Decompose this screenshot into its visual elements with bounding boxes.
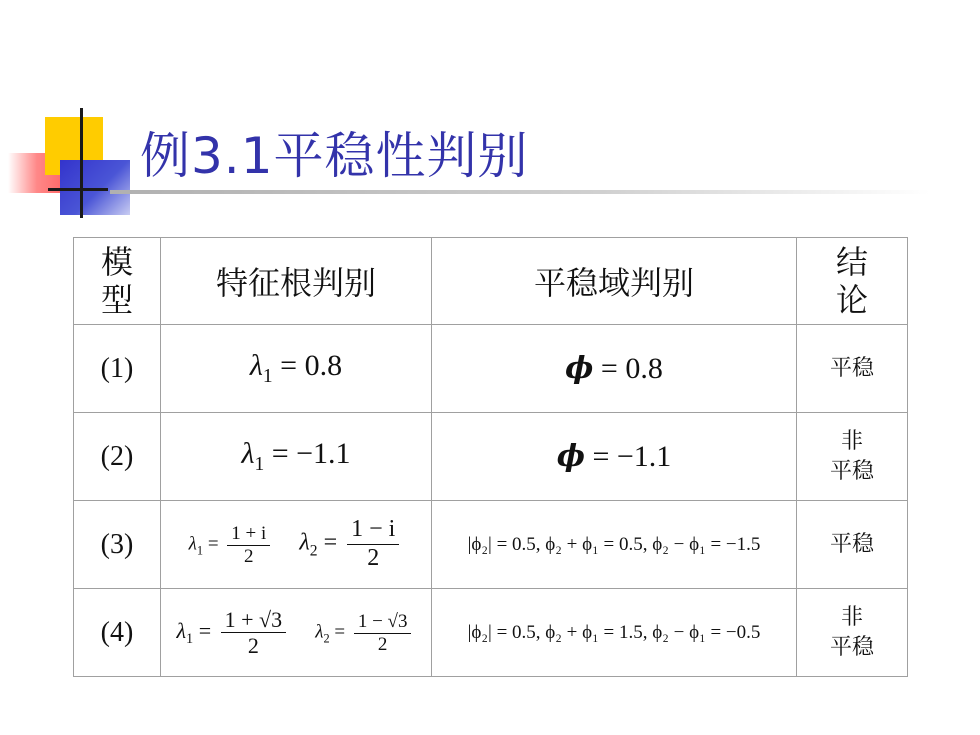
header-domain: 平稳域判别: [432, 238, 797, 325]
lambda-subscript: 2: [309, 542, 318, 560]
lambda-symbol: λ: [241, 437, 255, 470]
model-cell: (3): [74, 501, 161, 589]
domain-conditions: |ϕ₂| = 0.5, ϕ₂ + ϕ₁ = 0.5, ϕ₂ − ϕ₁ = −1.5: [467, 533, 761, 555]
domain-conditions: |ϕ₂| = 0.5, ϕ₂ + ϕ₁ = 1.5, ϕ₂ − ϕ₁ = −0.5: [467, 621, 761, 643]
domain-value: = 0.8: [593, 352, 663, 385]
stationarity-table: [73, 237, 908, 677]
fraction-denominator: 2: [367, 545, 380, 571]
lambda-subscript: 1: [196, 543, 204, 558]
model-cell: (2): [74, 413, 161, 501]
equals-sign: =: [317, 530, 344, 557]
conclusion-text-line1: 非: [840, 604, 863, 630]
decor-vertical-line: [80, 108, 83, 218]
equals-sign: =: [203, 534, 224, 556]
header-conclusion: [797, 238, 908, 325]
fraction-denominator: 2: [377, 633, 388, 655]
fraction-denominator: 2: [244, 546, 254, 568]
header-concl-line2: 论: [835, 281, 868, 319]
phi-symbol: ϕ: [565, 351, 594, 386]
lambda-subscript: 2: [323, 631, 330, 646]
conclusion-cell: [797, 325, 908, 413]
lambda-subscript: 1: [262, 366, 273, 387]
domain-cell: [432, 413, 797, 501]
lambda1-expression: [177, 607, 291, 659]
lambda-symbol: λ: [176, 617, 187, 643]
fraction-numerator: 1 − √3: [354, 611, 412, 634]
table-header-row: [74, 238, 908, 325]
lambda-subscript: 1: [254, 454, 265, 475]
root-cell: [161, 413, 432, 501]
table-row: [74, 501, 908, 589]
model-cell: (4): [74, 589, 161, 677]
root-cell: [161, 501, 432, 589]
phi-symbol: ϕ: [556, 439, 585, 474]
lambda-symbol: λ: [315, 621, 324, 643]
domain-value: = −1.1: [584, 440, 672, 473]
domain-cell: [432, 501, 797, 589]
conclusion-text: 平稳: [829, 355, 874, 381]
lambda1-expression: [189, 523, 275, 568]
model-cell: (1): [74, 325, 161, 413]
page-title: 例3.1平稳性判别: [140, 127, 529, 185]
fraction: [354, 611, 412, 656]
lambda-symbol: λ: [249, 349, 263, 382]
fraction: [221, 607, 286, 659]
title-underline: [110, 190, 930, 194]
domain-cell: [432, 325, 797, 413]
lambda-symbol: λ: [188, 534, 197, 556]
equals-sign: =: [329, 621, 350, 643]
fraction: [347, 516, 399, 572]
fraction-denominator: 2: [247, 633, 259, 658]
conclusion-cell: [797, 413, 908, 501]
root-cell: [161, 325, 432, 413]
lambda2-expression: [315, 611, 415, 656]
lambda-symbol: λ: [299, 530, 310, 557]
lambda-subscript: 1: [186, 630, 194, 647]
fraction: [227, 523, 270, 568]
root-value: = 0.8: [272, 349, 343, 382]
table-row: [74, 325, 908, 413]
conclusion-text: 平稳: [829, 531, 874, 557]
header-concl-line1: 结: [835, 243, 868, 281]
domain-cell: [432, 589, 797, 677]
equals-sign: =: [193, 617, 217, 643]
decor-horizontal-line: [48, 188, 108, 191]
lambda2-expression: [299, 516, 403, 572]
table-row: [74, 589, 908, 677]
header-model-line1: 模: [100, 243, 133, 281]
header-model: [74, 238, 161, 325]
fraction-numerator: 1 + √3: [221, 607, 286, 633]
conclusion-text-line1: 非: [840, 428, 863, 454]
header-model-line2: 型: [100, 281, 133, 319]
conclusion-text-line2: 平稳: [829, 458, 874, 484]
fraction-numerator: 1 + i: [227, 523, 270, 546]
conclusion-text-line2: 平稳: [829, 634, 874, 660]
fraction-numerator: 1 − i: [347, 516, 399, 545]
header-root: 特征根判别: [161, 238, 432, 325]
root-cell: [161, 589, 432, 677]
table-row: [74, 413, 908, 501]
conclusion-cell: [797, 589, 908, 677]
root-value: = −1.1: [264, 437, 351, 470]
conclusion-cell: [797, 501, 908, 589]
